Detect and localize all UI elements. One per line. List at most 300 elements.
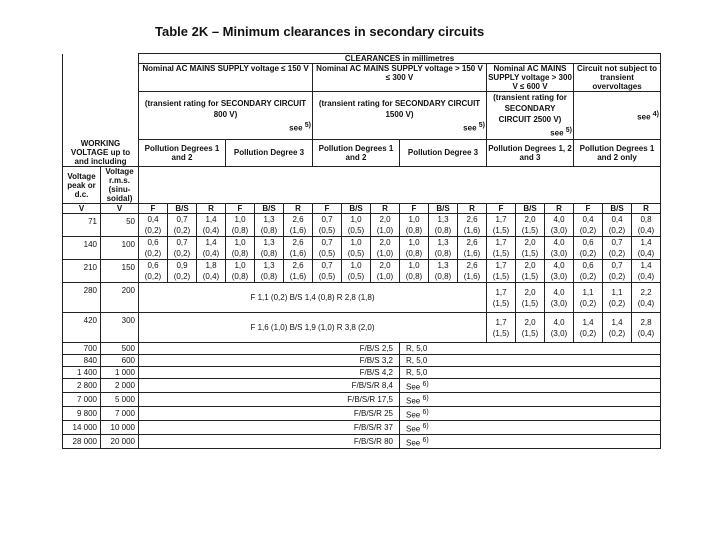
clearance-value: 1,4	[611, 317, 623, 327]
clearance-cell	[313, 214, 342, 237]
footnote-ref: 6)	[422, 436, 429, 444]
table-row	[63, 355, 661, 367]
clearance-value: 0,6	[147, 261, 159, 271]
table-row	[63, 343, 661, 355]
see-note	[400, 407, 661, 421]
voltage-peak-cell: 140	[63, 237, 101, 260]
voltage-peak-cell: 280	[63, 283, 101, 313]
clearance-value: 1,4	[640, 238, 652, 248]
clearance-cell	[197, 214, 226, 237]
voltage-rms-cell: 5 000	[101, 393, 139, 407]
code-header: R	[371, 204, 400, 214]
clearance-value: 1,1	[582, 287, 594, 297]
group-header-1: Nominal AC MAINS SUPPLY voltage ≤ 150 V	[139, 64, 313, 92]
clearance-value: 0,7	[321, 215, 333, 225]
clearance-value: 2,0	[524, 215, 536, 225]
footnote-ref: 6)	[422, 422, 429, 430]
voltage-rms-cell: 500	[101, 343, 139, 355]
clearance-value: 4,0	[553, 215, 565, 225]
clearance-subvalue: (0,4)	[202, 226, 220, 236]
table-row	[63, 214, 661, 237]
clearance-cell	[487, 214, 516, 237]
clearance-subvalue: (1,5)	[521, 298, 539, 308]
clearance-cell	[255, 214, 284, 237]
clearance-cell	[342, 214, 371, 237]
clearance-cell	[429, 260, 458, 283]
clearance-cell	[255, 260, 284, 283]
clearance-cell	[226, 260, 255, 283]
clearance-cell	[168, 237, 197, 260]
clearance-subvalue: (0,5)	[318, 249, 336, 259]
clearance-value: 0,9	[176, 261, 188, 271]
clearance-value: 1,7	[495, 261, 507, 271]
see-text: See	[406, 438, 421, 448]
clearance-subvalue: (0,8)	[434, 226, 452, 236]
clearance-subvalue: (1,5)	[521, 249, 539, 259]
clearance-value: 2,0	[524, 287, 536, 297]
clearance-value: 2,0	[379, 261, 391, 271]
voltage-rms-cell: 100	[101, 237, 139, 260]
clearance-subvalue: (0,4)	[637, 272, 655, 282]
merged-clearance-cell: F 1,1 (0,2) B/S 1,4 (0,8) R 2,8 (1,8)	[139, 283, 487, 313]
clearance-subvalue: (0,5)	[347, 226, 365, 236]
clearance-cell	[545, 260, 574, 283]
code-header: F	[487, 204, 516, 214]
clearance-cell	[139, 260, 168, 283]
clearance-cell	[371, 237, 400, 260]
clearance-value: 1,4	[205, 238, 217, 248]
clearance-value: 1,3	[437, 238, 449, 248]
clearance-value: 1,4	[640, 261, 652, 271]
high-voltage-fbs: F/B/S 3,2	[139, 355, 400, 367]
code-header: R	[632, 204, 661, 214]
clearance-subvalue: (0,5)	[318, 272, 336, 282]
working-voltage-label: WORKING VOLTAGE up to and including	[63, 139, 139, 167]
clearance-subvalue: (0,8)	[405, 272, 423, 282]
clearance-subvalue: (0,5)	[318, 226, 336, 236]
clearance-value: 2,0	[524, 238, 536, 248]
voltage-rms-cell: 2 000	[101, 379, 139, 393]
pollution-5: Pollution Degrees 1, 2 and 3	[487, 139, 574, 167]
voltage-peak-cell: 840	[63, 355, 101, 367]
clearance-cell	[487, 237, 516, 260]
clearance-cell	[632, 283, 661, 313]
clearance-cell	[574, 237, 603, 260]
clearance-subvalue: (0,2)	[608, 298, 626, 308]
clearance-subvalue: (0,4)	[637, 328, 655, 338]
clearance-subvalue: (0,8)	[405, 249, 423, 259]
clearance-cell	[487, 283, 516, 313]
clearance-subvalue: (1,0)	[376, 226, 394, 236]
clearance-value: 1,1	[611, 287, 623, 297]
clearance-subvalue: (0,8)	[434, 272, 452, 282]
code-header: F	[574, 204, 603, 214]
clearance-value: 2,0	[379, 215, 391, 225]
group-header-4: Circuit not subject to transient overvoltages	[574, 64, 661, 92]
voltage-peak-cell: 420	[63, 313, 101, 343]
clearance-subvalue: (0,2)	[144, 272, 162, 282]
clearance-cell	[429, 237, 458, 260]
code-header: R	[458, 204, 487, 214]
clearance-value: 0,7	[611, 238, 623, 248]
table-row	[63, 421, 661, 435]
clearance-value: 0,4	[611, 215, 623, 225]
clearance-subvalue: (0,2)	[608, 328, 626, 338]
clearance-cell	[516, 283, 545, 313]
clearance-value: 2,0	[524, 317, 536, 327]
group-header-2: Nominal AC MAINS SUPPLY voltage > 150 V ≤ 300 V	[313, 64, 487, 92]
clearance-cell	[487, 260, 516, 283]
clearance-subvalue: (3,0)	[550, 298, 568, 308]
clearance-value: 0,7	[321, 238, 333, 248]
clearance-value: 0,7	[176, 238, 188, 248]
high-voltage-fbsr: F/B/S/R 80	[139, 435, 400, 449]
clearance-cell	[226, 237, 255, 260]
table-row	[63, 260, 661, 283]
voltage-peak-cell: 2 800	[63, 379, 101, 393]
clearance-cell	[458, 237, 487, 260]
clearance-value: 1,3	[263, 238, 275, 248]
high-voltage-fbsr: F/B/S/R 37	[139, 421, 400, 435]
clearance-cell	[168, 260, 197, 283]
clearance-subvalue: (0,2)	[144, 226, 162, 236]
group-transient-2: (transient rating for SECONDARY CIRCUIT 1500 V) see 5)	[313, 92, 487, 140]
voltage-rms-header: Voltage r.m.s. (sinu-soidal)	[101, 167, 139, 204]
pollution-3: Pollution Degrees 1 and 2	[313, 139, 400, 167]
table-row	[63, 313, 661, 343]
clearance-subvalue: (1,5)	[492, 272, 510, 282]
clearance-cell	[603, 260, 632, 283]
group-header-3: Nominal AC MAINS SUPPLY voltage > 300 V ≤ 600 V	[488, 64, 572, 91]
clearance-value: 2,6	[292, 261, 304, 271]
clearance-value: 1,0	[350, 215, 362, 225]
voltage-peak-cell: 1 400	[63, 367, 101, 379]
clearance-subvalue: (0,2)	[579, 226, 597, 236]
clearance-value: 1,0	[234, 215, 246, 225]
clearance-subvalue: (1,5)	[492, 249, 510, 259]
clearance-value: 2,6	[292, 215, 304, 225]
clearance-subvalue: (1,5)	[521, 272, 539, 282]
table-row	[63, 283, 661, 313]
clearance-value: 0,7	[321, 261, 333, 271]
clearance-cell	[603, 237, 632, 260]
code-header: R	[197, 204, 226, 214]
voltage-rms-cell: 200	[101, 283, 139, 313]
clearance-value: 1,8	[205, 261, 217, 271]
clearance-value: 1,3	[437, 261, 449, 271]
clearance-subvalue: (0,4)	[202, 249, 220, 259]
clearance-value: 1,3	[437, 215, 449, 225]
table-title: Table 2K – Minimum clearances in secondary circuits	[155, 24, 485, 39]
code-header: B/S	[429, 204, 458, 214]
clearance-cell	[197, 260, 226, 283]
voltage-peak-cell: 9 800	[63, 407, 101, 421]
clearance-subvalue: (1,6)	[463, 249, 481, 259]
clearances-header: CLEARANCES in millimetres	[139, 54, 661, 64]
clearance-value: 2,6	[292, 238, 304, 248]
clearance-subvalue: (3,0)	[550, 226, 568, 236]
clearance-subvalue: (0,8)	[231, 272, 249, 282]
voltage-peak-cell: 71	[63, 214, 101, 237]
pollution-6: Pollution Degrees 1 and 2 only	[574, 139, 661, 167]
voltage-peak-cell: 7 000	[63, 393, 101, 407]
clearance-value: 1,3	[263, 261, 275, 271]
group-transient-1: (transient rating for SECONDARY CIRCUIT 800 V) see 5)	[139, 92, 313, 140]
pollution-1: Pollution Degrees 1 and 2	[139, 139, 226, 167]
high-voltage-fbs: F/B/S 4,2	[139, 367, 400, 379]
clearance-value: 2,6	[466, 261, 478, 271]
clearance-value: 1,7	[495, 238, 507, 248]
clearance-cell	[400, 214, 429, 237]
see-note	[400, 379, 661, 393]
pollution-2: Pollution Degree 3	[226, 139, 313, 167]
footnote-ref: 6)	[422, 380, 429, 388]
clearance-subvalue: (0,8)	[260, 226, 278, 236]
see-text: See	[406, 410, 421, 420]
table-row	[63, 435, 661, 449]
unit-v-peak: V	[63, 204, 101, 214]
clearance-value: 0,4	[582, 215, 594, 225]
clearance-cell	[632, 313, 661, 343]
clearance-value: 2,2	[640, 287, 652, 297]
clearance-subvalue: (1,5)	[521, 226, 539, 236]
clearance-cell	[603, 283, 632, 313]
high-voltage-fbs: F/B/S 2,5	[139, 343, 400, 355]
clearance-subvalue: (0,2)	[173, 226, 191, 236]
table-row	[63, 407, 661, 421]
high-voltage-r: R, 5,0	[400, 343, 661, 355]
clearance-cell	[226, 214, 255, 237]
clearance-cell	[516, 237, 545, 260]
clearance-cell	[574, 214, 603, 237]
clearance-value: 1,0	[234, 238, 246, 248]
clearance-cell	[603, 214, 632, 237]
voltage-peak-cell: 210	[63, 260, 101, 283]
clearance-subvalue: (0,5)	[347, 249, 365, 259]
clearance-value: 1,0	[350, 238, 362, 248]
working-voltage-empty	[63, 54, 139, 140]
table-row	[63, 393, 661, 407]
clearance-value: 0,8	[640, 215, 652, 225]
voltage-peak-header: Voltage peak or d.c.	[63, 167, 101, 204]
clearance-subvalue: (0,2)	[579, 249, 597, 259]
clearance-value: 0,7	[611, 261, 623, 271]
code-header: R	[284, 204, 313, 214]
clearance-value: 0,6	[582, 238, 594, 248]
code-header: B/S	[255, 204, 284, 214]
clearance-subvalue: (0,2)	[579, 298, 597, 308]
see-note	[400, 421, 661, 435]
clearance-subvalue: (0,8)	[231, 249, 249, 259]
code-header: F	[313, 204, 342, 214]
clearance-subvalue: (0,8)	[260, 249, 278, 259]
high-voltage-fbsr: F/B/S/R 8,4	[139, 379, 400, 393]
clearance-cell	[371, 214, 400, 237]
clearance-value: 1,4	[582, 317, 594, 327]
clearance-cell	[342, 237, 371, 260]
see-note	[400, 435, 661, 449]
code-header: F	[139, 204, 168, 214]
clearance-subvalue: (3,0)	[550, 272, 568, 282]
clearance-value: 0,6	[147, 238, 159, 248]
clearance-value: 0,7	[176, 215, 188, 225]
voltage-rms-cell: 300	[101, 313, 139, 343]
clearance-cell	[574, 313, 603, 343]
clearance-cell	[284, 214, 313, 237]
clearance-subvalue: (0,5)	[347, 272, 365, 282]
voltage-rms-cell: 50	[101, 214, 139, 237]
clearance-value: 1,0	[408, 261, 420, 271]
clearance-value: 4,0	[553, 317, 565, 327]
clearance-subvalue: (1,6)	[289, 226, 307, 236]
group-transient-4: see 4)	[574, 92, 661, 140]
clearance-cell	[632, 260, 661, 283]
clearance-cell	[284, 260, 313, 283]
clearance-subvalue: (1,6)	[289, 249, 307, 259]
clearance-subvalue: (0,4)	[637, 249, 655, 259]
clearance-cell	[400, 237, 429, 260]
see-note	[400, 393, 661, 407]
voltage-peak-cell: 28 000	[63, 435, 101, 449]
clearance-cell	[516, 313, 545, 343]
clearance-subvalue: (1,0)	[376, 249, 394, 259]
voltage-rms-cell: 10 000	[101, 421, 139, 435]
clearance-subvalue: (0,2)	[608, 249, 626, 259]
clearance-value: 1,7	[495, 287, 507, 297]
clearance-value: 1,0	[408, 215, 420, 225]
voltage-peak-cell: 700	[63, 343, 101, 355]
clearance-cell	[516, 260, 545, 283]
table-row	[63, 237, 661, 260]
clearance-cell	[545, 283, 574, 313]
footnote-ref: 6)	[422, 408, 429, 416]
voltage-rms-cell: 150	[101, 260, 139, 283]
clearance-subvalue: (0,8)	[260, 272, 278, 282]
clearance-value: 1,0	[408, 238, 420, 248]
clearance-subvalue: (1,6)	[289, 272, 307, 282]
voltage-rms-cell: 600	[101, 355, 139, 367]
clearance-cell	[603, 313, 632, 343]
clearance-cell	[197, 237, 226, 260]
code-header: B/S	[168, 204, 197, 214]
clearance-cell	[516, 214, 545, 237]
clearance-cell	[545, 214, 574, 237]
clearance-value: 0,6	[582, 261, 594, 271]
clearance-cell	[632, 237, 661, 260]
clearance-cell	[139, 237, 168, 260]
voltage-rms-cell: 7 000	[101, 407, 139, 421]
clearance-value: 1,7	[495, 215, 507, 225]
see-text: See	[406, 396, 421, 406]
clearance-value: 1,7	[495, 317, 507, 327]
clearance-cell	[487, 313, 516, 343]
clearance-cell	[371, 260, 400, 283]
clearance-subvalue: (0,4)	[637, 226, 655, 236]
clearance-cell	[313, 260, 342, 283]
code-header: B/S	[603, 204, 632, 214]
clearance-subvalue: (0,2)	[608, 226, 626, 236]
clearances-table	[62, 53, 661, 449]
clearance-cell	[545, 313, 574, 343]
voltage-rms-cell: 1 000	[101, 367, 139, 379]
clearance-value: 4,0	[553, 261, 565, 271]
unit-v-rms: V	[101, 204, 139, 214]
clearance-subvalue: (0,2)	[579, 272, 597, 282]
clearance-cell	[429, 214, 458, 237]
high-voltage-r: R, 5,0	[400, 367, 661, 379]
see-text: See	[406, 424, 421, 434]
group-transient-3: (transient rating for SECONDARY CIRCUIT 2500 V) see 5)	[487, 92, 574, 140]
clearance-cell	[458, 260, 487, 283]
code-header: B/S	[516, 204, 545, 214]
clearance-subvalue: (0,2)	[579, 328, 597, 338]
clearance-cell	[632, 214, 661, 237]
clearance-value: 2,8	[640, 317, 652, 327]
high-voltage-fbsr: F/B/S/R 25	[139, 407, 400, 421]
clearance-cell	[313, 237, 342, 260]
clearance-subvalue: (1,5)	[521, 328, 539, 338]
table-row	[63, 367, 661, 379]
high-voltage-fbsr: F/B/S/R 17,5	[139, 393, 400, 407]
clearance-value: 1,0	[350, 261, 362, 271]
clearance-subvalue: (1,5)	[492, 298, 510, 308]
clearance-cell	[168, 214, 197, 237]
clearance-subvalue: (1,6)	[463, 226, 481, 236]
clearance-cell	[574, 260, 603, 283]
see-text: See	[406, 382, 421, 392]
code-header: B/S	[342, 204, 371, 214]
clearance-cell	[255, 237, 284, 260]
clearance-value: 1,0	[234, 261, 246, 271]
clearance-value: 1,3	[263, 215, 275, 225]
clearance-subvalue: (0,2)	[608, 272, 626, 282]
clearance-subvalue: (1,5)	[492, 328, 510, 338]
clearance-subvalue: (0,2)	[173, 272, 191, 282]
clearance-subvalue: (3,0)	[550, 328, 568, 338]
code-header: R	[545, 204, 574, 214]
clearance-subvalue: (0,2)	[144, 249, 162, 259]
clearance-subvalue: (1,5)	[492, 226, 510, 236]
clearance-cell	[139, 214, 168, 237]
clearance-value: 0,4	[147, 215, 159, 225]
clearance-cell	[284, 237, 313, 260]
clearance-cell	[545, 237, 574, 260]
clearance-cell	[458, 214, 487, 237]
voltage-peak-cell: 14 000	[63, 421, 101, 435]
clearance-subvalue: (0,2)	[173, 249, 191, 259]
clearance-value: 2,0	[524, 261, 536, 271]
clearance-subvalue: (0,8)	[434, 249, 452, 259]
voltage-rms-cell: 20 000	[101, 435, 139, 449]
pollution-4: Pollution Degree 3	[400, 139, 487, 167]
clearance-subvalue: (1,6)	[463, 272, 481, 282]
clearance-value: 4,0	[553, 287, 565, 297]
merged-clearance-cell: F 1,6 (1,0) B/S 1,9 (1,0) R 3,8 (2,0)	[139, 313, 487, 343]
clearance-cell	[342, 260, 371, 283]
table-row	[63, 379, 661, 393]
high-voltage-r: R, 5,0	[400, 355, 661, 367]
clearance-value: 2,0	[379, 238, 391, 248]
code-header: F	[400, 204, 429, 214]
footnote-ref: 6)	[422, 394, 429, 402]
clearance-value: 1,4	[205, 215, 217, 225]
clearance-cell	[574, 283, 603, 313]
clearance-subvalue: (0,8)	[231, 226, 249, 236]
clearance-value: 2,6	[466, 215, 478, 225]
clearance-cell	[400, 260, 429, 283]
code-header: F	[226, 204, 255, 214]
clearance-value: 4,0	[553, 238, 565, 248]
